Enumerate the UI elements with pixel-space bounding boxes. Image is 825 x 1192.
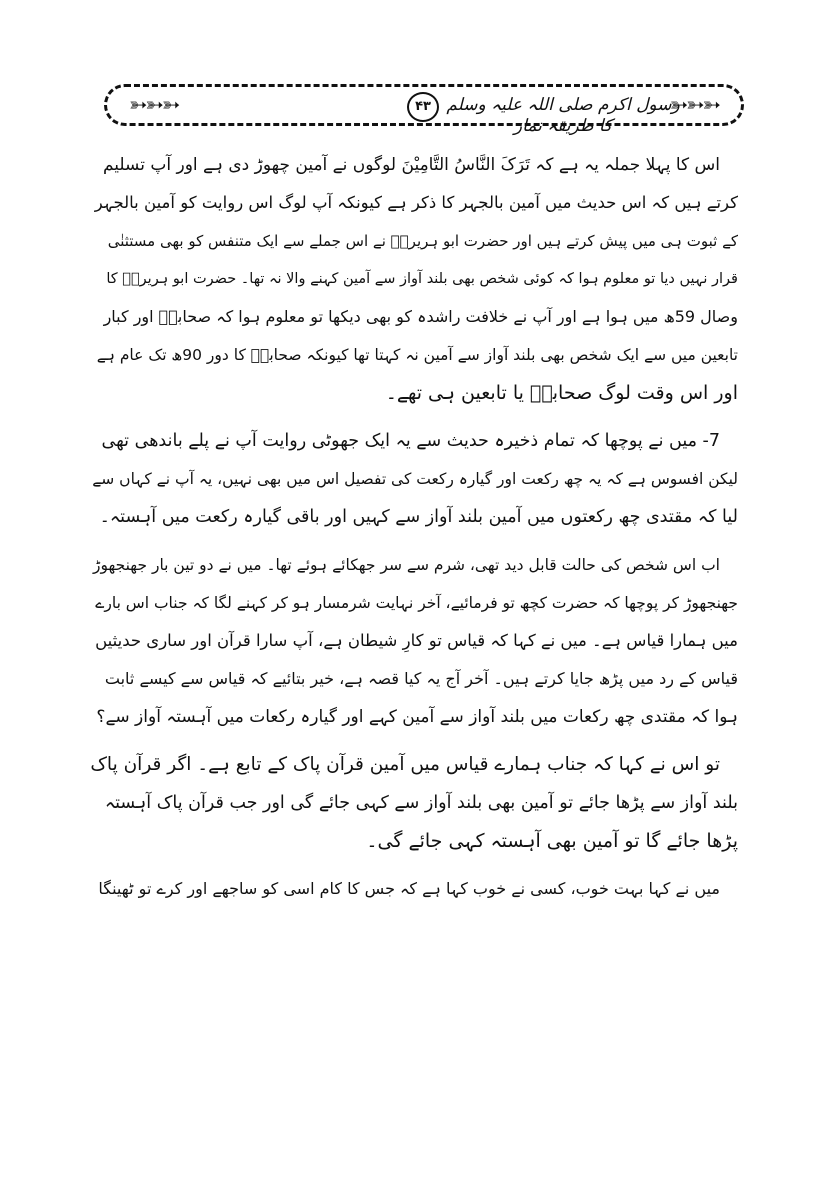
paragraph [88,546,738,736]
page-number: ۴۳ [407,92,439,122]
text-line: میں ہمارا قیاس ہے۔ میں نے کہا کہ قیاس تو کارِ شیطان ہے، آپ سارا قرآن اور ساری حدیثیں [95,631,738,650]
text-line: لیکن افسوس ہے کہ یہ چھ رکعت اور گیارہ رکعت کی تفصیل اس میں بھی نہیں، یہ آپ نے کہاں سے [92,470,738,488]
text-line: کرتے ہیں کہ اس حدیث میں آمین بالجہر کا ذکر ہے کیونکہ آپ لوگ اس روایت کو آمین بالجہر [94,193,738,212]
text-line: کے ثبوت ہی میں پیش کرتے ہیں اور حضرت ابو ہریرہؓ نے اس جملے سے ایک متنفس کو بھی مستثنٰی [107,232,738,250]
page-header-banner [104,84,744,136]
paragraph [88,746,738,860]
text-line: قیاس کے رد میں پڑھ جایا کرتے ہیں۔ آخر آج یہ کیا قصہ ہے، خیر بتائیے کہ قیاس سے کیسے ثابت [104,669,738,688]
arrows-decoration-icon: ➳➳➳ [669,93,719,118]
body-text [88,146,738,918]
text-line: اب اس شخص کی حالت قابل دید تھی، شرم سے سر جھکائے ہوئے تھا۔ میں نے دو تین بار جھنجھوڑ [92,556,720,574]
text-line: جھنجھوڑ کر پوچھا کہ حضرت کچھ تو فرمائیے، آخر نہایت شرمسار ہو کر کہنے لگا کہ جناب اس بارے [95,594,738,612]
text-line: قرار نہیں دیا تو معلوم ہوا کہ کوئی شخص بھی بلند آواز سے آمین کہنے والا نہ تھا۔ حضرت ابو ہریرہؓ کا [106,271,738,287]
text-line: اور اس وقت لوگ صحابہؓ یا تابعین ہی تھے۔ [385,382,738,404]
text-line: پڑھا جائے گا تو آمین بھی آہستہ کہی جائے گی۔ [366,830,738,852]
text-line: بلند آواز سے پڑھا جائے تو آمین بھی بلند آواز سے کہی جائے گی اور جب قرآن پاک آہستہ [104,793,738,813]
text-line: تو اس نے کہا کہ جناب ہمارے قیاس میں آمین قرآن پاک کے تابع ہے۔ اگر قرآن پاک [90,754,720,775]
page-header-title: رسول اکرم صلی اللہ علیہ وسلم کا طریقہ نماز [446,95,680,136]
arrows-decoration-icon: ➳➳➳ [129,93,179,118]
text-line: تابعین میں سے ایک شخص بھی بلند آواز سے آمین نہ کہتا تھا کیونکہ صحابہؓ کا دور 90ھ تک عام ہے [96,346,738,364]
text-line: میں نے کہا بہت خوب، کسی نے خوب کہا ہے کہ جس کا کام اسی کو ساجھے اور کرے تو ٹھینگا [98,879,720,898]
paragraph [88,422,738,536]
text-line: ہوا کہ مقتدی چھ رکعات میں بلند آواز سے آمین کہے اور گیارہ رکعات میں آہستہ آواز سے؟ [96,707,738,727]
text-line: 7- میں نے پوچھا کہ تمام ذخیرہ حدیث سے یہ ایک جھوٹی روایت آپ نے پلے باندھی تھی [101,431,720,451]
paragraph [88,146,738,412]
text-line: وصال 59ھ میں ہوا ہے اور آپ نے خلافت راشدہ کو بھی دیکھا تو معلوم ہوا کہ صحابہؓ اور کبار [103,307,738,326]
paragraph [88,870,738,908]
text-line: لیا کہ مقتدی چھ رکعتوں میں آمین بلند آواز سے کہیں اور باقی گیارہ رکعت میں آہستہ۔ [99,507,738,527]
text-line: اس کا پہلا جملہ یہ ہے کہ تَرَکَ النَّاسُ التَّامِیْنَ لوگوں نے آمین چھوڑ دی ہے اور آپ تسلیم [102,155,720,175]
